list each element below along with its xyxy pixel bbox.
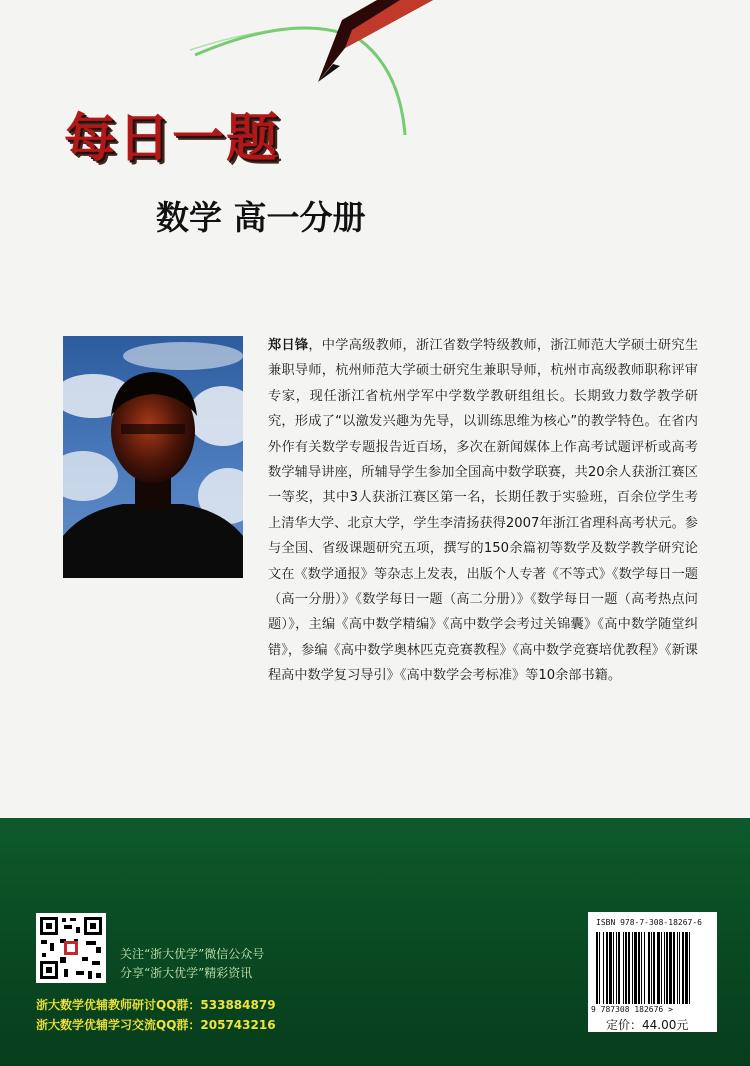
qr-code-icon[interactable] bbox=[36, 913, 106, 983]
book-title: 每日一题 bbox=[64, 109, 281, 169]
author-biography bbox=[268, 333, 698, 689]
barcode-icon bbox=[595, 932, 710, 1004]
qq-group-info bbox=[36, 995, 276, 1035]
price-label: 定价：44.00元 bbox=[606, 1018, 689, 1032]
qq-line-1: 浙大数学优辅教师研讨QQ群：533884879 bbox=[36, 998, 276, 1012]
author-name: 郑日锋 bbox=[268, 338, 309, 353]
wechat-follow-text bbox=[120, 945, 264, 983]
follow-line-1: 关注“浙大优学”微信公众号 bbox=[120, 947, 265, 961]
book-subtitle: 数学 高一分册 bbox=[156, 198, 366, 237]
author-portrait bbox=[63, 336, 243, 578]
follow-line-2: 分享“浙大优学”精彩资讯 bbox=[120, 966, 253, 980]
barcode-digits: 9 787308 182676 > bbox=[591, 1005, 673, 1014]
isbn-number: ISBN 978-7-308-18267-6 bbox=[596, 918, 702, 927]
author-bio-text: ，中学高级教师，浙江省数学特级教师，浙江师范大学硕士研究生兼职导师，杭州师范大学硕士研究生兼职导师，杭州市高级教师职称评审专家，现任浙江省杭州学军中学数学教研组组长。长期致力数学教学研究，形成了“以激发兴趣为先导，以训练思维为核心”的教学特色。在省内外作有关数学专题报告近百场，多次在新闻媒体上作高考试题评析或高考数学辅导讲座，所辅导学生参加全国高中数学联赛，共20余人获浙江赛区一等奖，其中3人获浙江赛区第一名，长期任教于实验班，百余位学生考上清华大学、北京大学，学生李清扬获得2007年浙江省理科高考状元。参与全国、省级课题研究五项，撰写的150余篇初等数学及数学教学研究论文在《数学通报》等杂志上发表，出版个人专著《不等式》《数学每日一题（高一分册）》《数学每日一题（高二分册）》《数学每日一题（高考热点问题）》，主编《高中数学精编》《高中数学会考过关锦囊》《高中数学随堂纠错》，参编《高中数学奥林匹克竞赛教程》《高中数学竞赛培优教程》《新课程高中数学复习导引》《高中数学会考标准》等10余部书籍。 bbox=[268, 338, 699, 684]
qq-line-2: 浙大数学优辅学习交流QQ群：205743216 bbox=[36, 1018, 276, 1032]
